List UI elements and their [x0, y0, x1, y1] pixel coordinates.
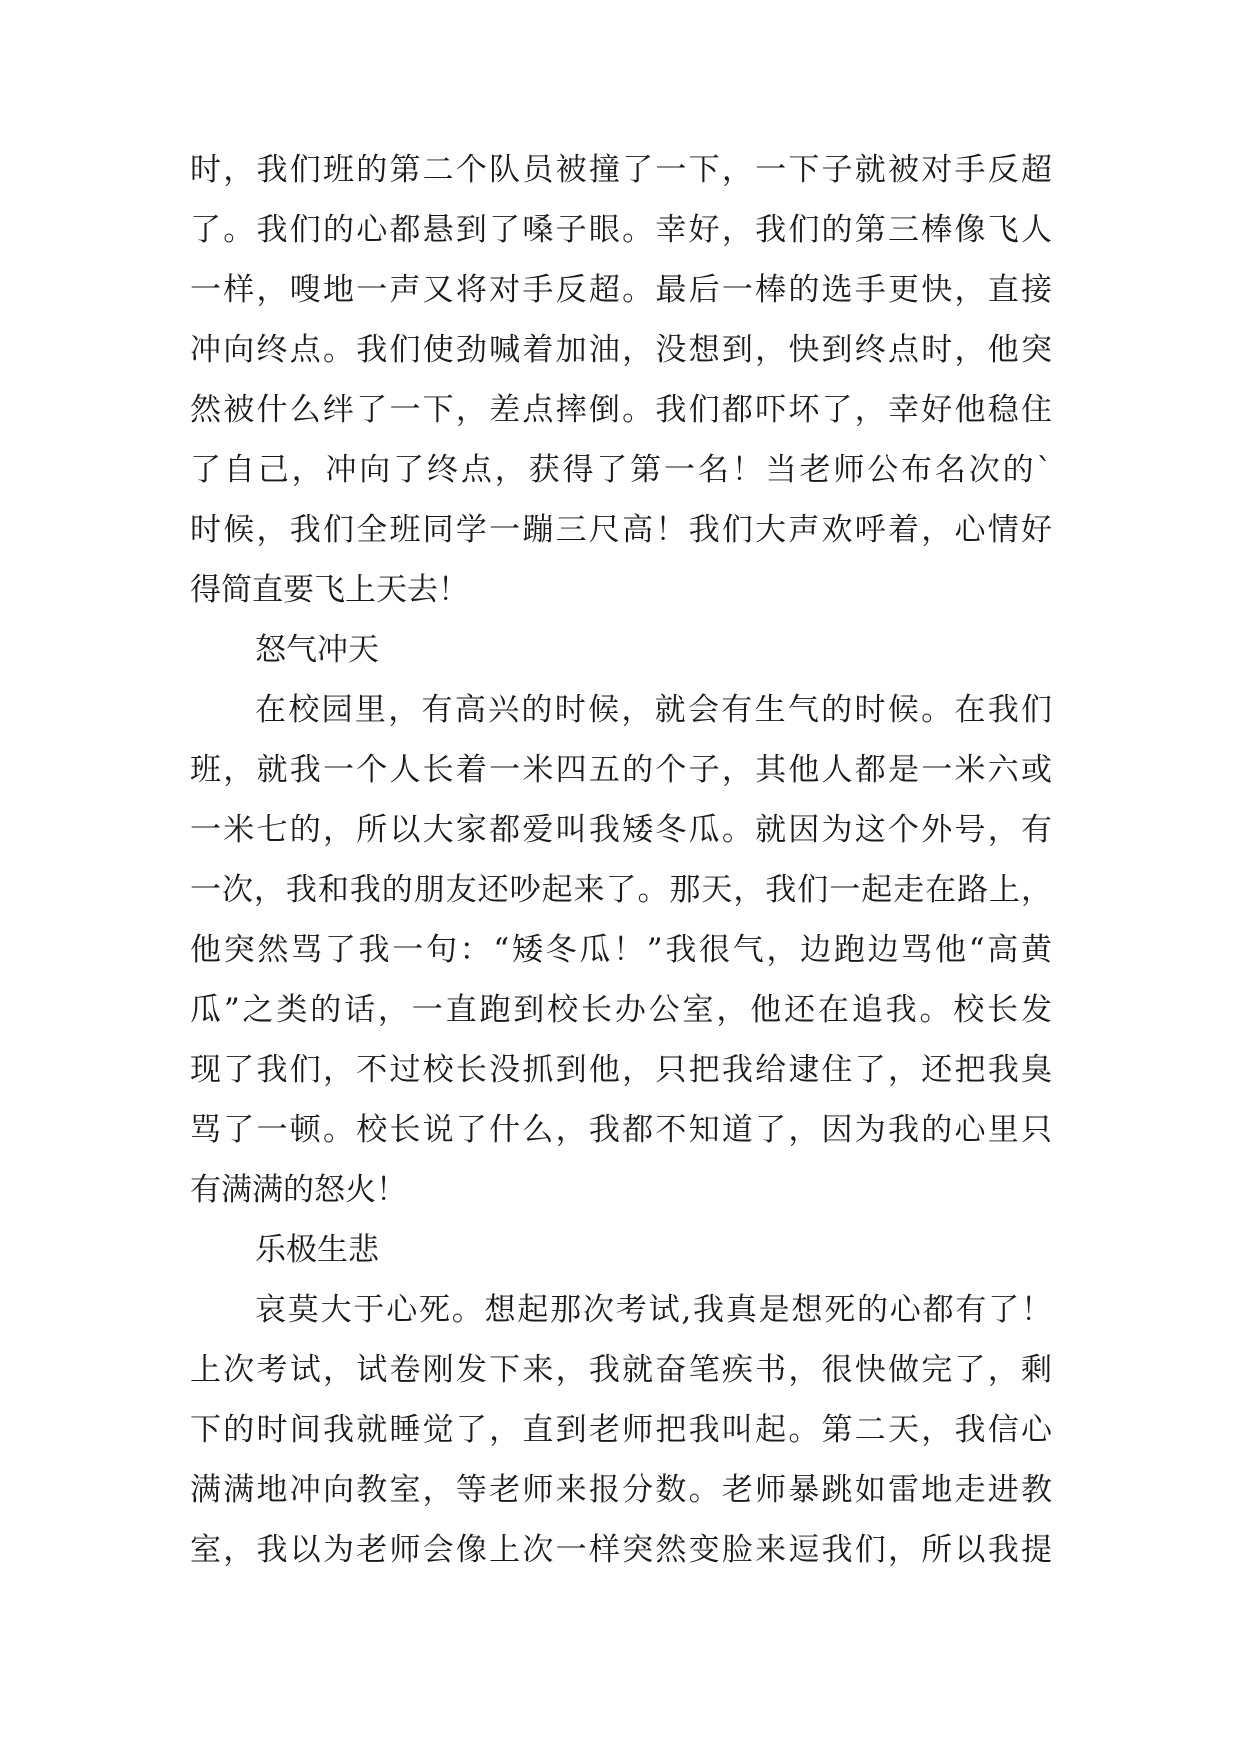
paragraph-line: 满满地冲向教室，等老师来报分数。老师暴跳如雷地走进教: [190, 1472, 1052, 1508]
paragraph-line: 时，我们班的第二个队员被撞了一下，一下子就被对手反超: [190, 152, 1052, 188]
paragraph-line: 班，就我一个人长着一米四五的个子，其他人都是一米六或: [190, 752, 1052, 788]
paragraph-line: 然被什么绊了一下，差点摔倒。我们都吓坏了，幸好他稳住: [190, 392, 1052, 428]
paragraph-line: 时候，我们全班同学一蹦三尺高！我们大声欢呼着，心情好: [190, 512, 1052, 548]
paragraph-line: 瓜”之类的话，一直跑到校长办公室，他还在追我。校长发: [190, 992, 1052, 1028]
paragraph-line: 一样，嗖地一声又将对手反超。最后一棒的选手更快，直接: [190, 272, 1052, 308]
paragraph-line: 骂了一顿。校长说了什么，我都不知道了，因为我的心里只: [190, 1112, 1052, 1148]
paragraph-line: 哀莫大于心死。想起那次考试,我真是想死的心都有了！: [255, 1292, 1052, 1328]
paragraph-line: 室，我以为老师会像上次一样突然变脸来逗我们，所以我提: [190, 1532, 1052, 1568]
paragraph-line: 现了我们，不过校长没抓到他，只把我给逮住了，还把我臭: [190, 1052, 1052, 1088]
paragraph-line: 冲向终点。我们使劲喊着加油，没想到，快到终点时，他突: [190, 332, 1052, 368]
section-heading: 怒气冲天: [255, 632, 379, 668]
paragraph-line: 了自己，冲向了终点，获得了第一名！当老师公布名次的`: [190, 452, 1052, 488]
paragraph-line: 一米七的，所以大家都爱叫我矮冬瓜。就因为这个外号，有: [190, 812, 1052, 848]
paragraph-line: 在校园里，有高兴的时候，就会有生气的时候。在我们: [255, 692, 1052, 728]
section-heading: 乐极生悲: [255, 1232, 379, 1268]
paragraph-line: 一次，我和我的朋友还吵起来了。那天，我们一起走在路上，: [190, 872, 1052, 908]
paragraph-line: 下的时间我就睡觉了，直到老师把我叫起。第二天，我信心: [190, 1412, 1052, 1448]
paragraph-line: 上次考试，试卷刚发下来，我就奋笔疾书，很快做完了，剩: [190, 1352, 1052, 1388]
paragraph-line: 得简直要飞上天去！: [190, 572, 469, 608]
paragraph-line: 了。我们的心都悬到了嗓子眼。幸好，我们的第三棒像飞人: [190, 212, 1052, 248]
paragraph-line: 有满满的怒火！: [190, 1172, 407, 1208]
paragraph-line: 他突然骂了我一句：“矮冬瓜！”我很气，边跑边骂他“高黄: [190, 932, 1052, 968]
